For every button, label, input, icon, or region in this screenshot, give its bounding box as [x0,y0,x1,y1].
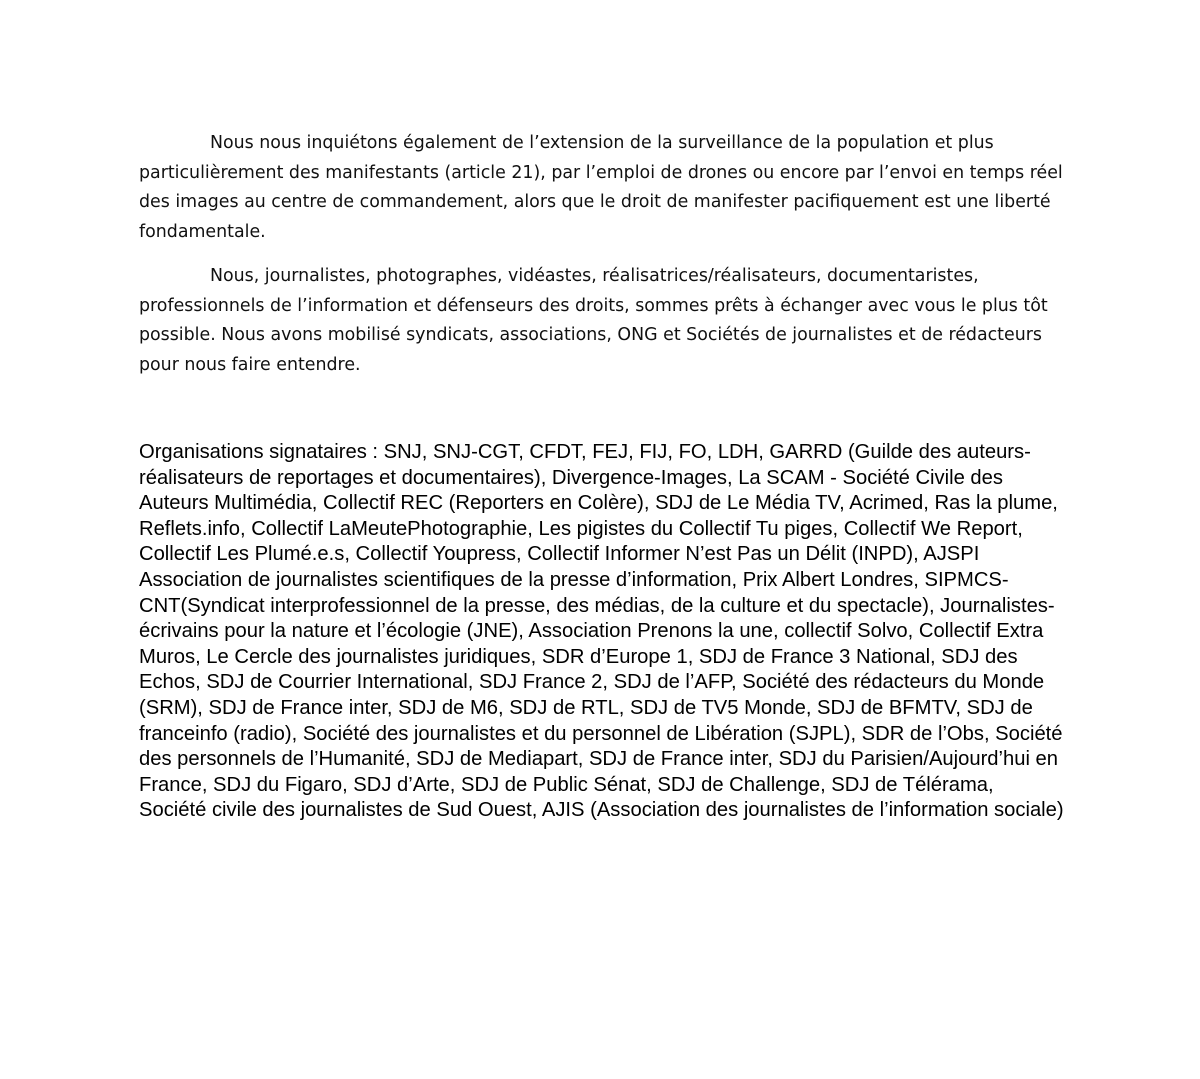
paragraph-surveillance: Nous nous inquiétons également de l’extension de la surveillance de la population et plus particulièrement des manifestants (article 21), par l’emploi de drones ou encore par l’envoi en temps réel des images au centre de commandement, alors que le droit de manifester pacifiquement est une liberté fondamentale. [139,133,1063,242]
paragraph-journalists: Nous, journalistes, photographes, vidéastes, réalisatrices/réalisateurs, documentaristes, professionnels de l’information et défenseurs des droits, sommes prêts à échanger avec vous le plus tôt possible. Nous avons mobilisé syndicats, associations, ONG et Sociétés de journalistes et de rédacteurs pour nous faire entendre. [139,266,1048,375]
signatory-organisations: Organisations signataires : SNJ, SNJ-CGT, CFDT, FEJ, FIJ, FO, LDH, GARRD (Guilde des auteurs-réalisateurs de reportages et documentaires), Divergence-Images, La SCAM - Société Civile des Auteurs Multimédia, Collectif REC (Reporters en Colère), SDJ de Le Média TV, Acrimed, Ras la plume, Reflets.info, Collectif LaMeutePhotographie, Les pigistes du Collectif Tu piges, Collectif We Report, Collectif Les Plumé.e.s, Collectif Youpress, Collectif Informer N’est Pas un Délit (INPD), AJSPI Association de journalistes scientifiques de la presse d’information, Prix Albert Londres, SIPMCS-CNT(Syndicat interprofessionnel de la presse, des médias, de la culture et du spectacle), Journalistes-écrivains pour la nature et l’écologie (JNE), Association Prenons la une, collectif Solvo, Collectif Extra Muros, Le Cercle des journalistes juridiques, SDR d’Europe 1, SDJ de France 3 National, SDJ des Echos, SDJ de Courrier International, SDJ France 2, SDJ de l’AFP, Société des rédacteurs du Monde (SRM), SDJ de France inter, SDJ de M6, SDJ de RTL, SDJ de TV5 Monde, SDJ de BFMTV, SDJ de franceinfo (radio), Société des journalistes et du personnel de Libération (SJPL), SDR de l’Obs, Société des personnels de l’Humanité, SDJ de Mediapart, SDJ de France inter, SDJ du Parisien/Aujourd’hui en France, SDJ du Figaro, SDJ d’Arte, SDJ de Public Sénat, SDJ de Challenge, SDJ de Télérama, Société civile des journalistes de Sud Ouest, AJIS (Association des journalistes de l’information sociale) [139,441,1064,822]
